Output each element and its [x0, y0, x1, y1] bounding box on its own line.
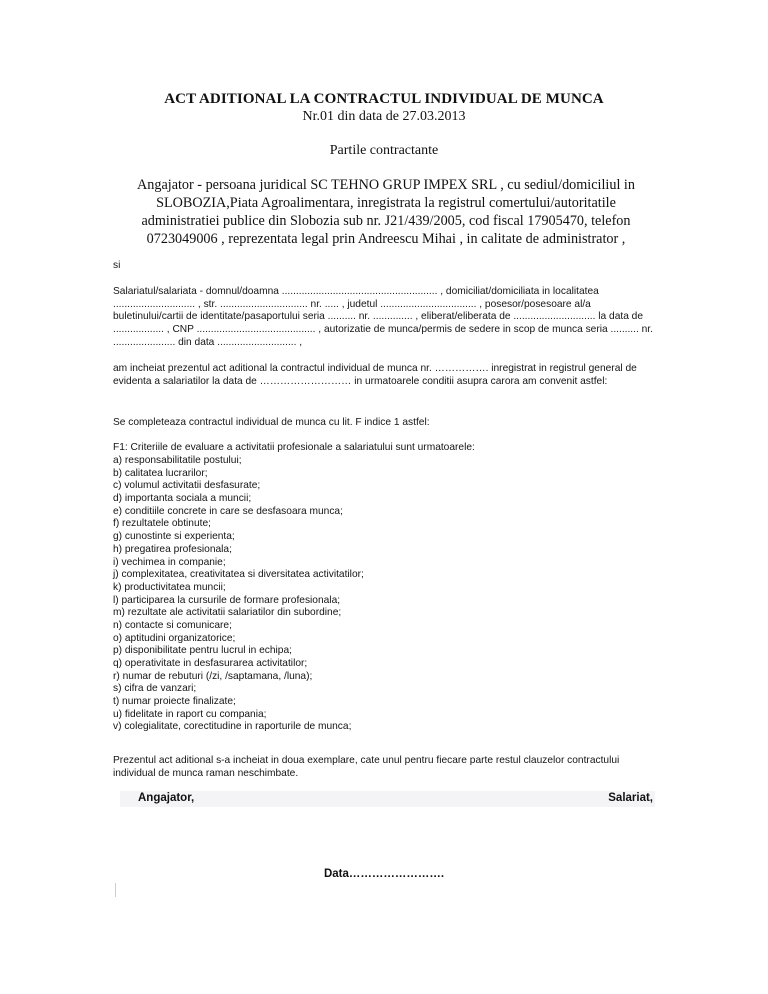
criteria-item: i) vechimea in companie;	[113, 556, 226, 568]
criteria-item: t) numar proiecte finalizate;	[113, 696, 236, 708]
criteria-item: n) contacte si comunicare;	[113, 619, 232, 631]
criteria-item: d) importanta sociala a muncii;	[113, 493, 252, 505]
document-number-date: Nr.01 din data de 27.03.2013	[302, 109, 466, 124]
employee-paragraph: Salariatul/salariata - domnul/doamna ....................................................... , domiciliat/domiciliata in localitatea ............................. , str. ............................... nr. ..... , judetul .................................. , posesor/posesoare al/a buletinului/cartii de identitate/pasaportului seria .......... nr. .............. , eliberat/eliberata de ............................. la data de .................. , CNP .......................................... , autorizatie de munca/permis de sedere in scop de munca seria .......... nr. ...................... din data ............................ ,	[113, 286, 653, 348]
and-word: si	[113, 260, 121, 271]
signature-row	[120, 791, 655, 807]
criteria-item: h) pregatirea profesionala;	[113, 543, 232, 555]
criteria-item: q) operativitate in desfasurarea activitatilor;	[113, 658, 308, 669]
signature-employer: Angajator,	[138, 792, 195, 804]
criteria-item: e) conditiile concrete in care se desfasoara munca;	[113, 505, 343, 517]
document-title: ACT ADITIONAL LA CONTRACTUL INDIVIDUAL DE MUNCA	[164, 91, 604, 107]
criteria-item: u) fidelitate in raport cu compania;	[113, 708, 267, 720]
criteria-list	[113, 455, 364, 734]
criteria-item: l) participarea la cursurile de formare profesionala;	[113, 594, 341, 606]
criteria-item: j) complexitatea, creativitatea si diversitatea activitatilor;	[113, 569, 364, 581]
criteria-item: k) productivitatea muncii;	[113, 581, 226, 593]
criteria-item: g) cunostinte si experienta;	[113, 531, 235, 543]
completes-paragraph: Se completeaza contractul individual de munca cu lit. F indice 1 astfel:	[113, 417, 430, 428]
criteria-item: s) cifra de vanzari;	[113, 683, 197, 695]
criteria-item: o) aptitudini organizatorice;	[113, 632, 236, 644]
employer-paragraph: Angajator - persoana juridical SC TEHNO GRUP IMPEX SRL , cu sediul/domiciliul in SLOBOZIA,Piata Agroalimentara, inregistrata la registrul comertului/autoritatile administratiei publice din Slobozia sub nr. J21/439/2005, cod fiscal 17905470, telefon 0723049006 , reprezentata legal prin Andreescu Mihai , in calitate de administrator ,	[137, 177, 635, 247]
signature-employee: Salariat,	[608, 792, 653, 804]
closing-paragraph: Prezentul act aditional s-a incheiat in doua exemplare, cate unul pentru fiecare parte restul clauzelor contractului individual de munca raman neschimbate.	[113, 755, 620, 779]
criteria-item: f) rezultatele obtinute;	[113, 518, 211, 530]
criteria-item: r) numar de rebuturi (/zi, /saptamana, /luna);	[113, 670, 313, 682]
text-cursor-mark	[115, 883, 116, 897]
criteria-item: c) volumul activitatii desfasurate;	[113, 480, 261, 492]
parties-heading: Partile contractante	[329, 143, 439, 158]
criteria-item: m) rezultate ale activitatii salariatilor din subordine;	[113, 607, 342, 619]
criteria-item: p) disponibilitate pentru lucrul in echipa;	[113, 645, 292, 657]
criteria-item: a) responsabilitatile postului;	[113, 455, 242, 466]
criteria-item: v) colegialitate, corectitudine in raporturile de munca;	[113, 721, 352, 733]
f1-heading: F1: Criteriile de evaluare a activitatii profesionale a salariatului sunt urmatoarele:	[113, 442, 475, 453]
date-line: Data…………………….	[323, 868, 445, 880]
criteria-item: b) calitatea lucrarilor;	[113, 467, 208, 479]
concluded-paragraph: am incheiat prezentul act aditional la contractul individual de munca nr. ……………. inregistrat in registrul general de evidenta a salariatilor la data de ……………………… in urmatoarele conditii asupra carora am convenit astfel:	[113, 363, 637, 387]
